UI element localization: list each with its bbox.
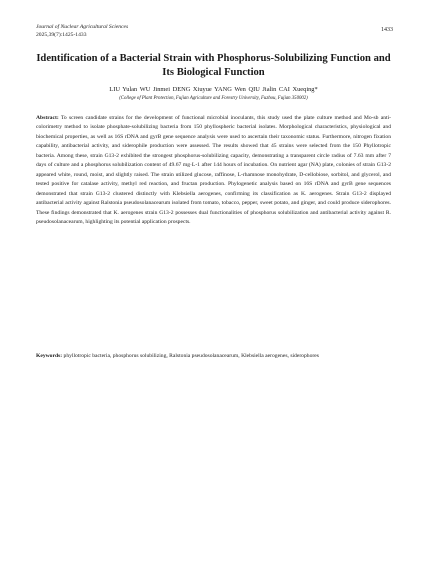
journal-name: Journal of Nuclear Agricultural Sciences [36,24,129,30]
abstract-text: To screen candidate strains for the development of functional microbial inoculants, this study used the plate culture method and Mo-sb anti-colorimetry method to isolate phosphate-solubilizing bacteria from 150 phyllospheric bacterial isolates. Morphological characteristics, physiological and biochemical properties, as well as 16S rDNA and gyrB gene sequence analysis were used to ascertain their taxonomic status. Furthermore, nitrogen fixation capability, antibacterial activity, and siderophile production were assessed. The results showed that 45 strains were selected from the 150 Phyllotropic bacteria. Among these, strain G13-2 exhibited the strongest phosphorus-solubilizing capacity, demonstrating a transparent circle radius of 7.63 mm after 7 days of culture and a phosphorus solubilization content of 49.67 mg·L-1 after 144 hours of incubation. On nutrient agar (NA) plate, colonies of strain G13-2 appeared white, round, moist, and slightly raised. The strain utilized glucose, raffinose, L-rhamnose monohydrate, D-cellobiose, sorbitol, and glycerol, and tested positive for catalase activity, methyl red reaction, and fructan production. Phylogenetic analysis based on 16S rDNA and gyrB gene sequences demonstrated that strain G13-2 clustered distinctly with Klebsiella aerogenes, confirming its classification as K. aerogenes. Strain G13-2 displayed antibacterial activity against Ralstonia pseudosolanacearum isolated from tomato, tobacco, pepper, sweet potato, and ginger, and could produce siderophores. These findings demonstrated that K. aerogenes strain G13-2 possesses dual functionalities of phosphorus solubilization and antibacterial activity against R. pseudosolanacearum, highlighting its potential application prospects. [36,115,391,225]
issue-info: 2025,39(7):1425-1433 [36,32,87,38]
keywords-section [36,352,391,361]
abstract-label: Abstract: [36,115,59,121]
keywords-text: phyllotropic bacteria, phosphorus solubilizing, Ralstonia pseudosolanacearum, Klebsiella aerogenes, siderophores [63,353,319,359]
affiliation: (College of Plant Protection, Fujian Agriculture and Forestry University, Fuzhou, Fujian 350002) [119,96,308,101]
page-number: 1433 [381,27,393,33]
author-list: LIU Yulan WU Jinmei DENG Xiuyue YANG Wen QIU Jialin CAI Xueqing* [109,86,318,93]
paper-title: Identification of a Bacterial Strain with Phosphorus-Solubilizing Function and Its Biological Function [36,53,391,78]
keywords-label: Keywords: [36,353,63,359]
abstract-section [36,114,391,227]
